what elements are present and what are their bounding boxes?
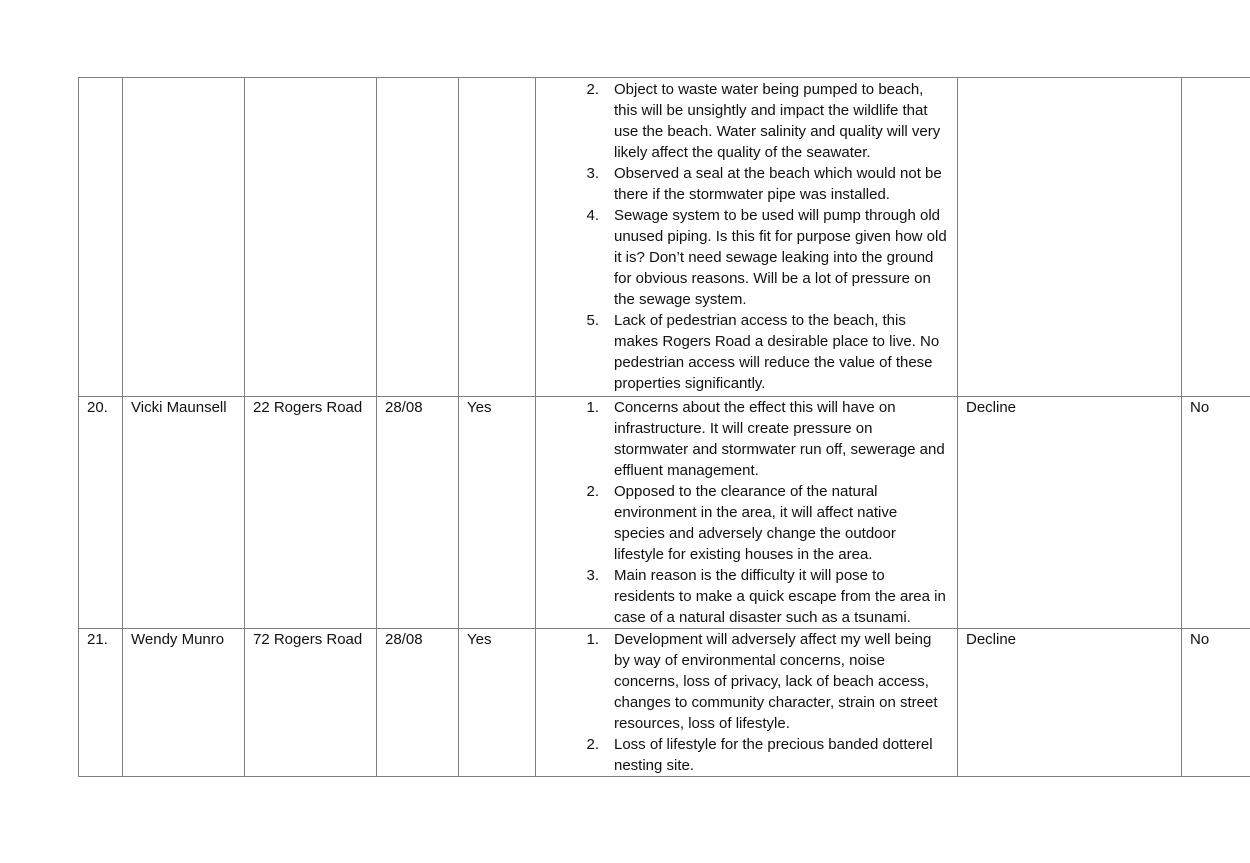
- comments-cell: [536, 629, 958, 777]
- comment-item: [536, 565, 949, 628]
- decision-cell: [958, 78, 1182, 397]
- decision-cell: Decline: [958, 397, 1182, 629]
- comment-item: [536, 79, 949, 163]
- address-cell: 72 Rogers Road: [245, 629, 377, 777]
- comment-text: Object to waste water being pumped to beach, this will be unsightly and impact the wildlife that use the beach. Water salinity and quality will very likely affect the quality of the seawater.: [614, 81, 941, 161]
- comment-text: Main reason is the difficulty it will pose to residents to make a quick escape from the area in case of a natural disaster such as a tsunami.: [614, 567, 946, 626]
- comment-item: [536, 734, 949, 776]
- comment-list: [536, 79, 949, 394]
- comment-text: Lack of pedestrian access to the beach, this makes Rogers Road a desirable place to live. No pedestrian access will reduce the value of these properties significantly.: [614, 312, 940, 392]
- comment-number: 3.: [586, 165, 599, 182]
- comment-number: 4.: [586, 207, 599, 224]
- heard-cell: [1182, 78, 1250, 397]
- address-cell: 22 Rogers Road: [245, 397, 377, 629]
- submission-number-cell: 21.: [79, 629, 123, 777]
- address-cell: [245, 78, 377, 397]
- comment-number: 5.: [586, 312, 599, 329]
- comment-item: [536, 481, 949, 565]
- comment-number: 1.: [586, 631, 599, 648]
- comment-item: [536, 629, 949, 734]
- submitter-name-cell: Vicki Maunsell: [123, 397, 245, 629]
- date-cell: 28/08: [377, 397, 459, 629]
- comment-number: 2.: [586, 736, 599, 753]
- comment-text: Concerns about the effect this will have on infrastructure. It will create pressure on stormwater and stormwater run off, sewerage and effluent management.: [614, 399, 945, 479]
- comments-cell: [536, 397, 958, 629]
- comment-list: [536, 397, 949, 628]
- date-cell: 28/08: [377, 629, 459, 777]
- date-cell: [377, 78, 459, 397]
- comment-item: [536, 397, 949, 481]
- heard-cell: No: [1182, 629, 1250, 777]
- comment-item: [536, 310, 949, 394]
- affected-cell: Yes: [459, 397, 536, 629]
- comment-text: Loss of lifestyle for the precious banded dotterel nesting site.: [614, 736, 933, 774]
- heard-cell: No: [1182, 397, 1250, 629]
- comment-number: 1.: [586, 399, 599, 416]
- comment-item: [536, 205, 949, 310]
- comments-cell: [536, 78, 958, 397]
- comment-text: Opposed to the clearance of the natural environment in the area, it will affect native species and adversely change the outdoor lifestyle for existing houses in the area.: [614, 483, 898, 563]
- submission-number-cell: 20.: [79, 397, 123, 629]
- submission-number-cell: [79, 78, 123, 397]
- table-row: [79, 78, 1250, 397]
- submissions-table: [78, 77, 1250, 777]
- comment-text: Development will adversely affect my well being by way of environmental concerns, noise concerns, loss of privacy, lack of beach access, changes to community character, strain on street resources, loss of lifestyle.: [614, 631, 938, 732]
- comment-number: 2.: [586, 483, 599, 500]
- table-row: [79, 397, 1250, 629]
- affected-cell: Yes: [459, 629, 536, 777]
- comment-text: Sewage system to be used will pump through old unused piping. Is this fit for purpose given how old it is? Don’t need sewage leaking into the ground for obvious reasons. Will be a lot of pressure on the sewage system.: [614, 207, 947, 308]
- comment-text: Observed a seal at the beach which would not be there if the stormwater pipe was installed.: [614, 165, 942, 203]
- comment-item: [536, 163, 949, 205]
- submitter-name-cell: Wendy Munro: [123, 629, 245, 777]
- affected-cell: [459, 78, 536, 397]
- comment-list: [536, 629, 949, 776]
- table-row: [79, 629, 1250, 777]
- submitter-name-cell: [123, 78, 245, 397]
- decision-cell: Decline: [958, 629, 1182, 777]
- comment-number: 2.: [586, 81, 599, 98]
- comment-number: 3.: [586, 567, 599, 584]
